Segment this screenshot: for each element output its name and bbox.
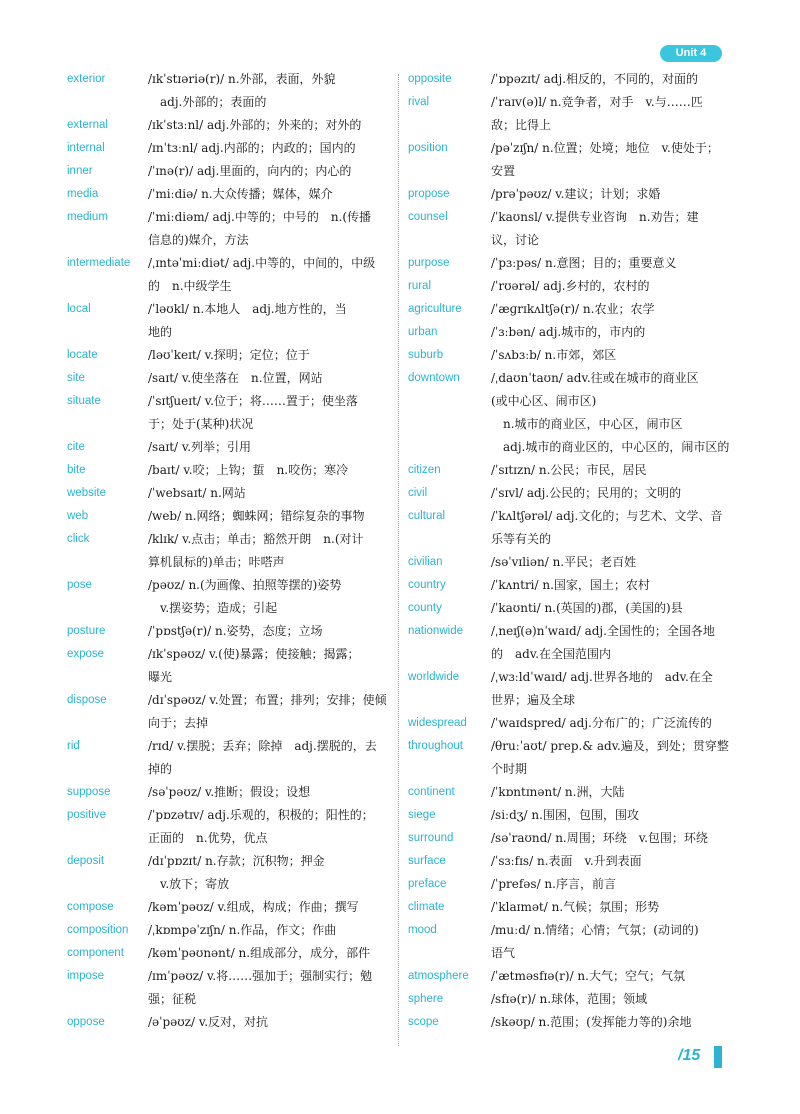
vocab-definition [491,873,740,896]
vocab-entry [408,919,740,965]
definition-line: /ˈæɡrɪkʌltʃə(r)/ n.农业；农学 [491,302,655,316]
vocab-entry [408,505,740,551]
definition-line: /saɪt/ v.使坐落在 n.位置，网站 [148,371,323,385]
definition-line: /ˈætməsfɪə(r)/ n.大气；空气；气氛 [491,969,685,983]
vocab-definition [491,781,740,804]
vocab-definition [491,896,740,919]
vocab-definition [491,574,740,597]
vocab-entry [408,344,740,367]
vocab-definition [148,919,399,942]
vocab-word: impose [67,970,105,982]
definition-line: 正面的 n.优势，优点 [148,831,268,845]
definition-line: /ˈkʌntri/ n.国家，国土；农村 [491,578,650,592]
vocab-word: citizen [408,464,441,476]
vocab-word: website [67,487,106,499]
vocab-definition [491,252,740,275]
vocab-definition [491,91,740,137]
vocab-definition [148,482,399,505]
definition-line: /ˈɒpəzɪt/ adj.相反的，不同的，对面的 [491,72,699,86]
vocab-word: oppose [67,1016,105,1028]
vocab-definition [148,436,399,459]
vocab-entry [67,643,399,689]
definition-line: 向于；去掉 [148,716,209,730]
vocab-entry [67,160,399,183]
vocab-definition [491,137,740,183]
definition-line: 的 adv.在全国范围内 [491,647,612,661]
vocab-word: purpose [408,257,450,269]
definition-line: /ˌdaʊnˈtaʊn/ adv.往或在城市的商业区 [491,371,699,385]
vocab-entry [408,873,740,896]
vocab-word: positive [67,809,106,821]
vocab-word: rural [408,280,432,292]
definition-line: /ˈwebsaɪt/ n.网站 [148,486,246,500]
vocab-word: throughout [408,740,463,752]
definition-line: /ˈɪnə(r)/ adj.里面的，向内的；内心的 [148,164,352,178]
vocab-word: bite [67,464,86,476]
definition-line: /ˈkaʊnti/ n.(英国的)郡，(美国的)县 [491,601,683,615]
vocab-word: downtown [408,372,460,384]
definition-line: /ˈsɜːfɪs/ n.表面 v.升到表面 [491,854,642,868]
definition-line: /ˈwaɪdspred/ adj.分布广的；广泛流传的 [491,716,712,730]
definition-line: /ɪkˈstɪəriə(r)/ n.外部，表面，外貌 [148,72,336,86]
vocab-entry [408,620,740,666]
definition-line: /ləʊˈkeɪt/ v.探明；定位；位于 [148,348,310,362]
vocab-entry [67,114,399,137]
vocab-word: compose [67,901,114,913]
vocab-definition [148,183,399,206]
vocab-definition [148,896,399,919]
definition-line: /θruːˈaʊt/ prep.& adv.遍及，到处；贯穿整 [491,739,729,753]
definition-line: /ˈsʌbɜːb/ n.市郊，郊区 [491,348,617,362]
definition-line: /ˈsɪvl/ adj.公民的；民用的；文明的 [491,486,682,500]
definition-line: 乐等有关的 [491,532,552,546]
definition-line: 算机鼠标的)单击；咔嗒声 [148,555,285,569]
definition-line: /prəˈpəʊz/ v.建议；计划；求婚 [491,187,661,201]
vocab-entry [408,183,740,206]
vocab-word: urban [408,326,438,338]
definition-line: /ˈprefəs/ n.序言，前言 [491,877,616,891]
definition-line: /ˈpɜːpəs/ n.意图；目的；重要意义 [491,256,677,270]
vocab-entry [408,91,740,137]
vocab-definition [148,344,399,367]
definition-line: /ˈsɪtɪzn/ n.公民；市民，居民 [491,463,647,477]
vocab-entry [67,528,399,574]
definition-line: 的 n.中级学生 [148,279,232,293]
vocab-word: suburb [408,349,444,361]
vocab-entry [67,344,399,367]
vocab-entry [67,482,399,505]
vocab-entry [67,505,399,528]
vocab-definition [491,804,740,827]
right-column [408,68,740,1034]
vocab-word: position [408,142,448,154]
vocab-entry [67,68,399,114]
vocab-entry [408,459,740,482]
definition-line: 语气 [491,946,516,960]
vocab-word: posture [67,625,106,637]
vocab-definition [148,367,399,390]
definition-line: /ɪmˈpəʊz/ v.将……强加于；强制实行；勉 [148,969,373,983]
vocab-entry [408,735,740,781]
vocab-definition [148,160,399,183]
vocab-entry [408,896,740,919]
definition-line: v.放下；寄放 [160,877,230,891]
vocab-entry [67,206,399,252]
vocab-definition [491,183,740,206]
vocab-definition [148,850,399,896]
vocab-word: situate [67,395,101,407]
vocab-definition [148,942,399,965]
vocab-definition [491,505,740,551]
vocab-entry [67,459,399,482]
vocab-definition [491,712,740,735]
vocab-entry [408,321,740,344]
definition-line: /pəˈzɪʃn/ n.位置；处境；地位 v.使处于； [491,141,719,155]
vocab-definition [148,1011,399,1034]
definition-line: /ɪkˈstɜːnl/ adj.外部的；外来的；对外的 [148,118,362,132]
vocab-entry [408,482,740,505]
vocab-entry [67,252,399,298]
definition-line: 议，讨论 [491,233,540,247]
vocab-word: intermediate [67,257,131,269]
vocab-word: site [67,372,85,384]
vocab-word: widespread [408,717,467,729]
vocab-definition [491,344,740,367]
vocab-entry [67,735,399,781]
vocab-entry [408,597,740,620]
page-number: /15 [678,1047,701,1064]
definition-line: /ˈmiːdiə/ n.大众传播；媒体，媒介 [148,187,333,201]
vocab-word: mood [408,924,437,936]
vocab-word: expose [67,648,105,660]
vocab-entry [67,689,399,735]
definition-line: adj.外部的；表面的 [160,95,267,109]
vocab-entry [67,965,399,1011]
vocab-definition [148,206,399,252]
vocab-definition [491,459,740,482]
vocab-entry [408,367,740,459]
vocab-entry [408,137,740,183]
vocab-word: civilian [408,556,443,568]
vocab-definition [148,804,399,850]
vocab-word: surround [408,832,454,844]
definition-line: /muːd/ n.情绪；心情；气氛；(动词的) [491,923,699,937]
vocab-word: propose [408,188,450,200]
vocab-definition [491,919,740,965]
definition-line: /səˈpəʊz/ v.推断；假设；设想 [148,785,311,799]
vocab-entry [408,574,740,597]
vocab-definition [491,1011,740,1034]
vocab-word: external [67,119,108,131]
definition-line: /ˈpɒzətɪv/ adj.乐观的，积极的；阳性的； [148,808,374,822]
vocab-definition [491,68,740,91]
definition-line: /siːdʒ/ n.围困，包围，围攻 [491,808,639,822]
definition-line: /sfɪə(r)/ n.球体，范围；领域 [491,992,648,1006]
definition-line: /baɪt/ v.咬；上钩；蜇 n.咬伤；寒冷 [148,463,349,477]
definition-line: /pəʊz/ n.(为画像、拍照等摆的)姿势 [148,578,342,592]
vocab-entry [67,896,399,919]
definition-line: /rɪd/ v.摆脱；丢弃；除掉 adj.摆脱的，去 [148,739,377,753]
vocab-entry [408,827,740,850]
vocab-entry [408,712,740,735]
definition-line: 曝光 [148,670,173,684]
vocab-word: exterior [67,73,106,85]
definition-line: /ˈmiːdiəm/ adj.中等的；中号的 n.(传播 [148,210,372,224]
vocab-word: counsel [408,211,448,223]
vocab-definition [148,528,399,574]
vocab-definition [148,965,399,1011]
vocab-definition [491,367,740,459]
vocab-entry [67,183,399,206]
vocab-word: scope [408,1016,439,1028]
vocab-entry [408,781,740,804]
vocab-entry [408,551,740,574]
vocab-definition [148,781,399,804]
definition-line: /ˈɜːbən/ adj.城市的，市内的 [491,325,646,339]
vocab-definition [148,390,399,436]
vocab-definition [148,114,399,137]
vocab-definition [491,206,740,252]
vocab-word: medium [67,211,108,223]
definition-line: /ˌkɒmpəˈzɪʃn/ n.作品，作文；作曲 [148,923,337,937]
vocab-entry [67,919,399,942]
definition-line: /ˈraɪv(ə)l/ n.竞争者，对手 v.与……匹 [491,95,703,109]
vocab-word: sphere [408,993,444,1005]
definition-line: /ˈkɒntɪnənt/ n.洲，大陆 [491,785,625,799]
definition-line: 于；处于(某种)状况 [148,417,254,431]
vocab-word: pose [67,579,92,591]
definition-line: n.城市的商业区，中心区，闹市区 [503,417,683,431]
definition-line: /kəmˈpəʊnənt/ n.组成部分，成分，部件 [148,946,371,960]
definition-line: 个时期 [491,762,528,776]
left-column [67,68,399,1034]
vocab-entry [67,781,399,804]
definition-line: /kəmˈpəʊz/ v.组成，构成；作曲；撰写 [148,900,359,914]
vocab-entry [67,942,399,965]
vocab-word: rival [408,96,430,108]
definition-line: /səˈvɪliən/ n.平民；老百姓 [491,555,637,569]
definition-line: 敌；比得上 [491,118,552,132]
vocab-definition [148,298,399,344]
vocab-definition [148,459,399,482]
definition-line: /ˌɪntəˈmiːdiət/ adj.中等的，中间的，中级 [148,256,376,270]
vocab-definition [491,620,740,666]
vocab-entry [67,436,399,459]
vocab-word: inner [67,165,93,177]
definition-line: /ˌwɜːldˈwaɪd/ adj.世界各地的 adv.在全 [491,670,713,684]
vocab-word: composition [67,924,129,936]
vocab-definition [491,827,740,850]
vocab-definition [148,643,399,689]
vocab-definition [148,689,399,735]
vocab-entry [408,206,740,252]
vocab-word: climate [408,901,445,913]
vocab-entry [408,68,740,91]
unit-label: Unit 4 [660,45,722,62]
definition-line: /ˈkʌltʃərəl/ adj.文化的；与艺术、文学、音 [491,509,723,523]
definition-line: 掉的 [148,762,173,776]
vocab-word: click [67,533,90,545]
page-number-bar [714,1046,722,1068]
vocab-word: deposit [67,855,105,867]
vocab-entry [67,298,399,344]
definition-line: adj.城市的商业区的，中心区的，闹市区的 [503,440,730,454]
vocab-definition [491,321,740,344]
vocab-entry [408,1011,740,1034]
vocab-word: cite [67,441,85,453]
vocab-entry [67,1011,399,1034]
vocab-word: locate [67,349,98,361]
vocab-definition [491,988,740,1011]
vocab-word: county [408,602,442,614]
vocab-word: internal [67,142,105,154]
definition-line: /ˌneɪʃ(ə)nˈwaɪd/ adj.全国性的；全国各地 [491,624,715,638]
vocab-word: preface [408,878,447,890]
definition-line: 强；征税 [148,992,197,1006]
vocab-definition [491,551,740,574]
vocab-definition [148,68,399,114]
definition-line: /dɪˈpɒzɪt/ n.存款；沉积物；押金 [148,854,325,868]
vocab-definition [491,666,740,712]
vocab-entry [408,804,740,827]
definition-line: /skəʊp/ n.范围；(发挥能力等的)余地 [491,1015,692,1029]
definition-line: /ˈkaʊnsl/ v.提供专业咨询 n.劝告；建 [491,210,699,224]
definition-line: /web/ n.网络；蜘蛛网；错综复杂的事物 [148,509,365,523]
vocab-entry [408,850,740,873]
vocab-word: civil [408,487,428,499]
vocab-word: surface [408,855,446,867]
vocab-entry [67,390,399,436]
definition-line: /saɪt/ v.列举；引用 [148,440,252,454]
vocab-definition [491,275,740,298]
vocab-definition [148,620,399,643]
vocab-entry [408,275,740,298]
vocab-entry [67,574,399,620]
vocab-definition [491,482,740,505]
vocab-word: worldwide [408,671,460,683]
definition-line: /ˈklaɪmət/ n.气候；氛围；形势 [491,900,660,914]
vocab-word: cultural [408,510,446,522]
vocab-word: siege [408,809,436,821]
vocab-word: opposite [408,73,452,85]
vocab-definition [148,137,399,160]
vocab-definition [148,505,399,528]
definition-line: /səˈraʊnd/ n.周围；环绕 v.包围；环绕 [491,831,708,845]
definition-line: 地的 [148,325,173,339]
vocab-entry [408,298,740,321]
vocab-definition [148,574,399,620]
vocab-word: agriculture [408,303,462,315]
definition-line: /ˈpɒstʃə(r)/ n.姿势，态度；立场 [148,624,323,638]
vocab-definition [491,735,740,781]
definition-line: v.摆姿势；造成；引起 [160,601,278,615]
vocab-word: nationwide [408,625,463,637]
vocab-word: component [67,947,124,959]
vocab-entry [67,850,399,896]
definition-line: /ˈsɪtʃueɪt/ v.位于；将……置于；使坐落 [148,394,358,408]
vocab-word: rid [67,740,80,752]
definition-line: /ˈrʊərəl/ adj.乡村的，农村的 [491,279,650,293]
vocab-definition [148,735,399,781]
vocab-definition [491,850,740,873]
definition-line: /ɪkˈspəʊz/ v.(使)暴露；使接触；揭露； [148,647,360,661]
vocab-entry [408,252,740,275]
definition-line: (或中心区、闹市区) [491,394,597,408]
vocab-word: dispose [67,694,107,706]
definition-line: 世界；遍及全球 [491,693,576,707]
vocab-word: suppose [67,786,111,798]
vocab-word: country [408,579,446,591]
vocab-word: web [67,510,89,522]
vocab-entry [67,137,399,160]
vocab-definition [491,965,740,988]
vocab-entry [67,620,399,643]
definition-line: /əˈpəʊz/ v.反对，对抗 [148,1015,269,1029]
vocab-word: media [67,188,99,200]
vocab-definition [491,298,740,321]
vocab-entry [67,804,399,850]
vocab-entry [67,367,399,390]
vocab-entry [408,988,740,1011]
definition-line: /ˈləʊkl/ n.本地人 adj.地方性的，当 [148,302,347,316]
definition-line: /klɪk/ v.点击；单击；豁然开朗 n.(对计 [148,532,364,546]
definition-line: 信息的)媒介，方法 [148,233,249,247]
vocab-word: continent [408,786,455,798]
vocab-word: local [67,303,91,315]
definition-line: 安置 [491,164,516,178]
definition-line: /dɪˈspəʊz/ v.处置；布置；排列；安排；使倾 [148,693,387,707]
vocab-entry [408,666,740,712]
vocab-entry [408,965,740,988]
vocab-definition [148,252,399,298]
vocab-definition [491,597,740,620]
vocab-word: atmosphere [408,970,469,982]
definition-line: /ɪnˈtɜːnl/ adj.内部的；内政的；国内的 [148,141,356,155]
